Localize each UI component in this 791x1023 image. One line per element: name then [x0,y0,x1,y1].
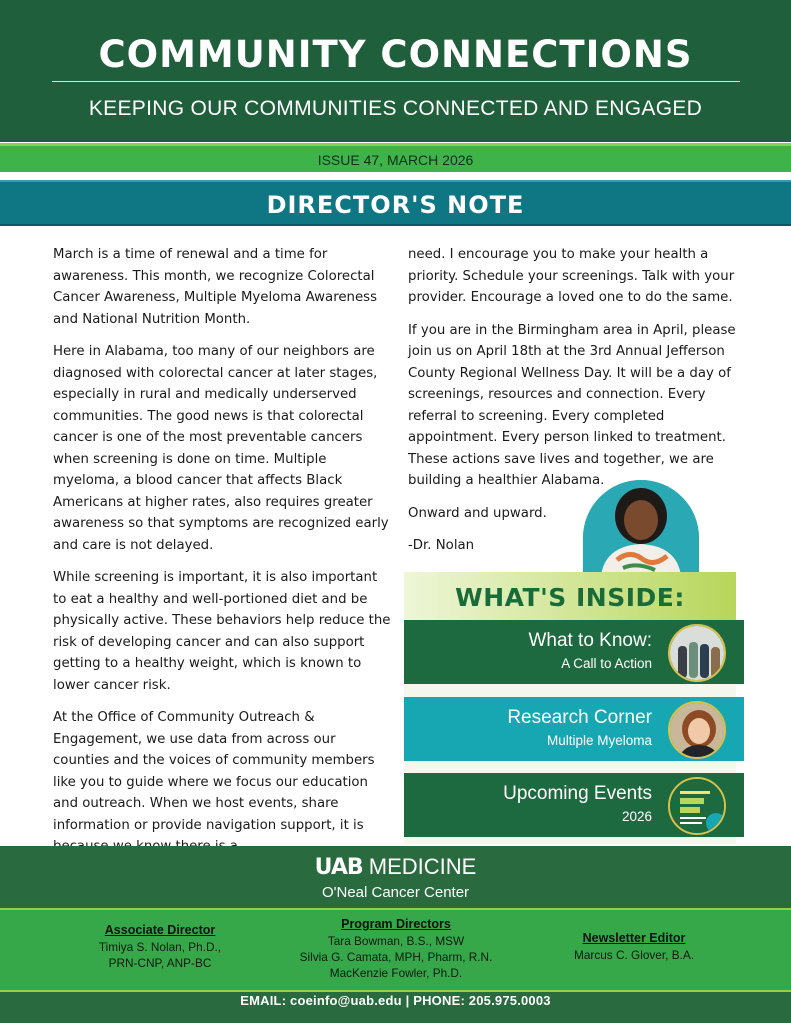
associate-director-credit: Associate Director Timiya S. Nolan, Ph.D., PRN-CNP, ANP-BC [98,923,222,970]
body-paragraph: March is a time of renewal and a time for awareness. This month, we recognize Colorectal Cancer Awareness, Multiple Myeloma Awareness and National Nutrition Month. [53,247,378,327]
newsletter-editor-credit: Newsletter Editor Marcus C. Glover, B.A. [574,931,694,962]
masthead [0,0,791,142]
contact-info[interactable]: EMAIL: coeinfo@uab.edu | PHONE: 205.975.0003 [240,993,551,1008]
inside-item-subtitle: A Call to Action [561,656,652,671]
inside-item-research-corner[interactable] [404,697,744,761]
issue-strip [0,143,791,172]
event-flyer-thumbnail [668,777,726,835]
directors-note-right-column [408,244,748,568]
issue-label: ISSUE 47, MARCH 2026 [317,152,474,168]
body-paragraph: While screening is important, it is also important to eat a healthy and well-portioned diet and be physically active. These behaviors help reduce the risk of developing cancer and can also support getting to a healthy weight, which is known to lower cancer risk. [53,570,391,693]
signature-text: -Dr. Nolan [408,538,475,553]
whats-inside-header [404,572,736,622]
newsletter-subtitle: KEEPING OUR COMMUNITIES CONNECTED AND ENGAGED [88,97,703,120]
flyer-icon [670,779,726,835]
masthead-divider [52,81,740,82]
footer-brand-area [0,846,791,908]
spacer [0,172,791,180]
inside-item-subtitle: 2026 [621,809,652,824]
whats-inside-heading: WHAT'S INSIDE: [455,583,685,612]
inside-item-upcoming-events[interactable] [404,773,744,837]
program-directors-credit: Program Directors Tara Bowman, B.S., MSW Silvia G. Camata, MPH, Pharm, R.N. MacKenzie Fowler, Ph.D. [299,917,493,980]
directors-note-banner [0,180,791,226]
inside-item-what-to-know[interactable] [404,620,744,684]
group-people-icon [670,626,726,682]
directors-note-heading: DIRECTOR'S NOTE [266,191,525,219]
sign-off-text: Onward and upward. [408,505,547,521]
staff-credits [0,908,791,992]
inside-item-title: Upcoming Events [503,783,652,804]
body-paragraph: If you are in the Birmingham area in April, please join us on April 18th at the 3rd Annual Jefferson County Regional Wellness Day. It will be a day of screenings, resources and connection. Every referral to screening. Every completed appointment. Every person linked to treatment. These actions save lives and together, we are building a healthier Alabama. [408,322,736,488]
researcher-photo-thumbnail [668,701,726,759]
person-photo-icon [670,703,726,759]
inside-item-title: What to Know: [528,630,652,651]
directors-note-left-column [53,244,393,869]
inside-item-title: Research Corner [507,707,652,728]
uab-medicine-logo: UAB MEDICINE [314,854,477,880]
footer [0,846,791,1023]
group-photo-thumbnail [668,624,726,682]
newsletter-title: COMMUNITY CONNECTIONS [98,33,693,76]
body-paragraph: At the Office of Community Outreach & Engagement, we use data from across our counties and the voices of community members like you to guide where we focus our education and outreach. When we host events, share information or provide navigation support, it is [53,710,375,833]
cancer-center-name: O'Neal Cancer Center [321,884,470,901]
body-paragraph: need. I encourage you to make your health a priority. Schedule your screenings. Talk with your provider. Encourage a loved one to do the same. [408,247,735,305]
inside-item-subtitle: Multiple Myeloma [546,733,652,748]
body-paragraph: Here in Alabama, too many of our neighbors are diagnosed with colorectal cancer at later stages, especially in rural and medically underserved communities. The good news is that colorectal cancer is one of the most preventable cancers when screening is done on time. Multiple myeloma, a blood cancer that affects Black Americans at higher rates, also requires greater awareness so that symptoms are recognized early and care is not delayed. [53,344,389,553]
